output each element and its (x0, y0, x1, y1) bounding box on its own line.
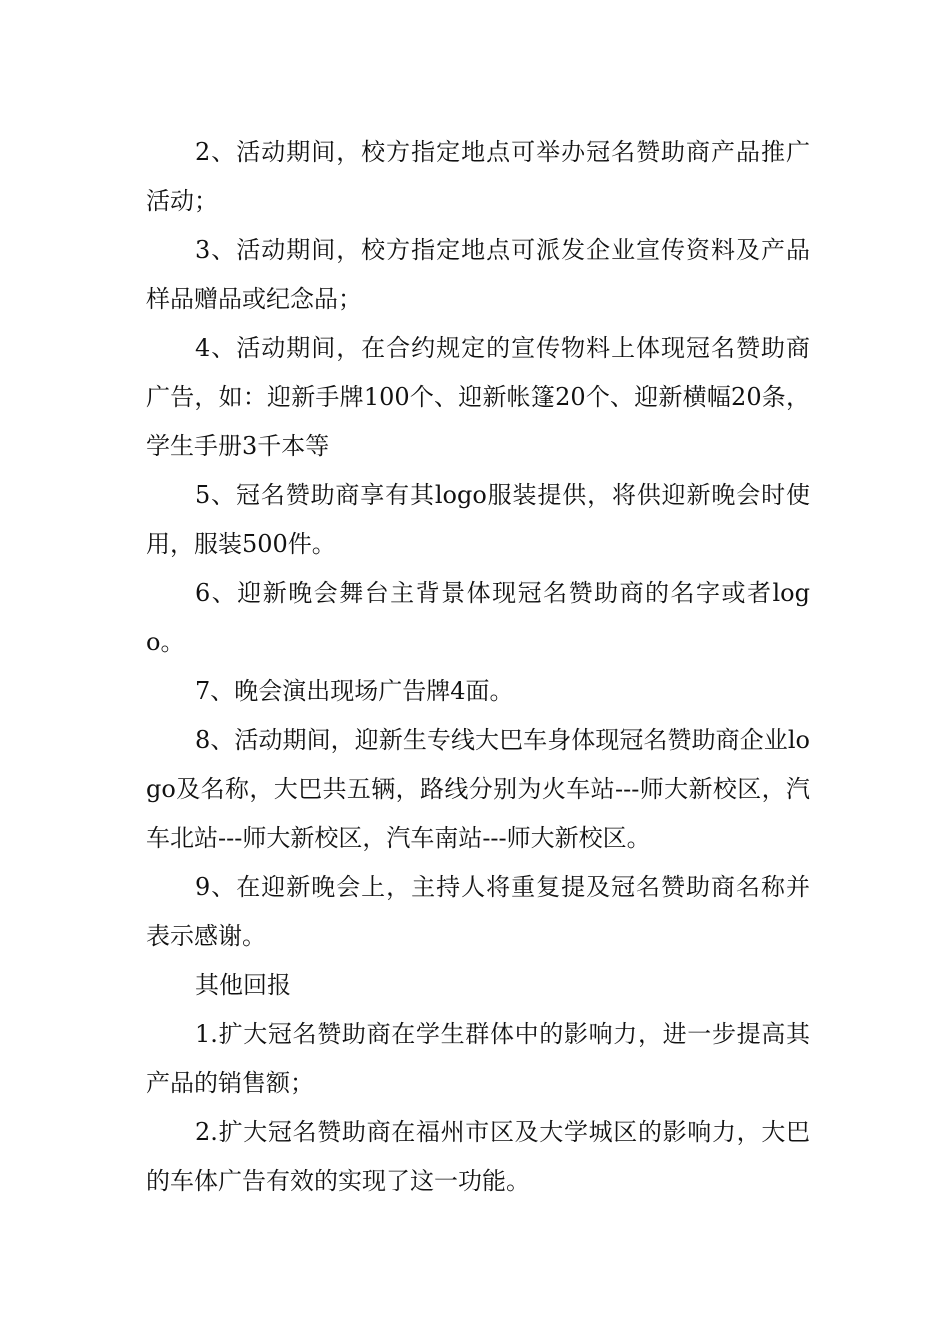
paragraph-other-1: 1.扩大冠名赞助商在学生群体中的影响力，进一步提高其产品的销售额； (146, 1020, 810, 1097)
paragraph-item-6: 6、迎新晚会舞台主背景体现冠名赞助商的名字或者logo。 (146, 579, 810, 656)
paragraph-item-2: 2、活动期间，校方指定地点可举办冠名赞助商产品推广活动； (146, 138, 810, 215)
paragraph-item-9: 9、在迎新晚会上，主持人将重复提及冠名赞助商名称并表示感谢。 (146, 873, 810, 950)
paragraph-item-8: 8、活动期间，迎新生专线大巴车身体现冠名赞助商企业logo及名称，大巴共五辆，路线分别为火车站---师大新校区，汽车北站---师大新校区，汽车南站---师大新校区。 (146, 726, 810, 852)
paragraph-other-2: 2.扩大冠名赞助商在福州市区及大学城区的影响力，大巴的车体广告有效的实现了这一功能。 (146, 1118, 810, 1195)
section-heading-other-returns: 其他回报 (195, 971, 291, 999)
paragraph-item-4: 4、活动期间，在合约规定的宣传物料上体现冠名赞助商广告，如：迎新手牌100个、迎新帐篷20个、迎新横幅20条，学生手册3千本等 (146, 334, 810, 460)
paragraph-item-7: 7、晚会演出现场广告牌4面。 (195, 677, 514, 705)
document-body (146, 128, 810, 1206)
paragraph-item-5: 5、冠名赞助商享有其logo服装提供，将供迎新晚会时使用，服装500件。 (146, 481, 810, 558)
paragraph-item-3: 3、活动期间，校方指定地点可派发企业宣传资料及产品样品赠品或纪念品； (146, 236, 810, 313)
